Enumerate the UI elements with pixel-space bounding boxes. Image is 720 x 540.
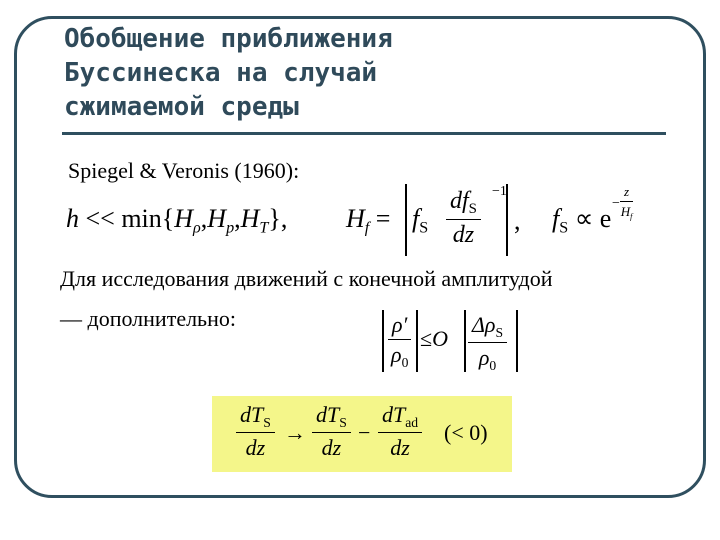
f2-abs-left <box>405 184 407 256</box>
f2-num-sub: S <box>468 201 477 218</box>
f2-h: H <box>346 204 365 233</box>
f2-derivative <box>446 188 481 249</box>
f1-s3: T <box>259 219 269 237</box>
f5-minus: − <box>358 420 371 445</box>
f5-d2: dz <box>321 434 342 460</box>
f1-h: h <box>66 204 79 233</box>
f5-n2 <box>312 402 351 433</box>
slide-title <box>64 22 624 124</box>
f5-d1: dz <box>245 434 266 460</box>
paragraph-line-2: — дополнительно: <box>60 306 236 331</box>
f3-f: f <box>552 204 560 233</box>
formula-scale-condition <box>66 204 287 238</box>
f4-rhs-fraction <box>468 312 507 374</box>
f3-exp-den-sub: f <box>630 211 633 221</box>
f1-s2: p <box>226 219 235 237</box>
f5-frac-3 <box>378 402 422 461</box>
f2-comma: , <box>514 206 521 235</box>
f3-prop: ∝ <box>574 204 594 233</box>
f1-min: min <box>121 204 162 233</box>
f1-op: << <box>85 204 115 233</box>
f5-n3-dT: dT <box>382 402 406 427</box>
f3-e: e <box>599 204 612 233</box>
f5-arrow: → <box>284 420 306 445</box>
f1-close: }, <box>268 204 288 233</box>
f3-exponent <box>620 184 633 221</box>
f1-c1: , <box>200 204 208 233</box>
f4-rden-rho: ρ <box>478 344 490 370</box>
f4-paren-left <box>464 310 466 372</box>
f1-open: { <box>161 204 175 233</box>
f5-condition: (< 0) <box>444 420 488 445</box>
f1-h1: H <box>174 204 194 233</box>
f5-d3: dz <box>390 434 410 460</box>
f3-exp-num: z <box>620 184 633 202</box>
title-line-2: Буссинеска на случай <box>64 58 378 88</box>
f2-fs <box>412 204 428 238</box>
citation: Spiegel & Veronis (1960): <box>68 158 300 183</box>
f4-le: ≤ <box>420 326 433 351</box>
f4-O: O <box>432 326 448 351</box>
f4-den-sub: 0 <box>401 354 409 370</box>
f2-exp: −1 <box>492 184 507 199</box>
f5-n1 <box>236 402 275 433</box>
f5-n1-dT: dT <box>240 402 264 427</box>
f4-num: ρ′ <box>388 312 411 340</box>
f4-rden-sub: 0 <box>489 357 497 373</box>
f5-n2-sub: S <box>339 414 347 430</box>
f1-s1: ρ <box>193 219 201 237</box>
f4-abs-right <box>416 310 418 372</box>
f3-exp-den-h: H <box>620 204 631 219</box>
f3-fsub: S <box>559 219 569 237</box>
f2-eq: = <box>375 204 391 233</box>
f4-rnum <box>468 312 507 343</box>
f1-h3: H <box>240 204 260 233</box>
title-underline <box>62 132 666 135</box>
f4-lhs-fraction <box>388 312 411 371</box>
f2-den: dz <box>452 222 475 249</box>
f4-abs-left <box>382 310 384 372</box>
f2-hsub: f <box>364 219 370 237</box>
formula-hf-definition <box>346 204 390 238</box>
f4-den <box>388 340 411 371</box>
paragraph-line-1: Для исследования движений с конечной амплитудой <box>60 266 553 291</box>
f2-num-d: df <box>450 188 469 214</box>
f5-frac-2 <box>312 402 351 461</box>
f5-n3 <box>378 402 422 433</box>
f1-c2: , <box>234 204 241 233</box>
f3-exp-minus: − <box>612 196 620 211</box>
f4-rden <box>468 343 507 374</box>
f5-n3-sub: ad <box>405 414 419 430</box>
f4-rnum-drho: Δρ <box>472 312 496 337</box>
f2-f: f <box>412 204 420 233</box>
f3-exp-den <box>620 202 633 221</box>
f5-n2-dT: dT <box>316 402 340 427</box>
f1-h2: H <box>207 204 227 233</box>
formula-fs-profile <box>552 204 611 238</box>
f2-fsub: S <box>419 219 429 237</box>
f4-rel <box>420 326 448 352</box>
f4-paren-right <box>516 310 518 372</box>
f4-rnum-sub: S <box>495 324 504 340</box>
f4-den-rho: ρ <box>391 342 402 367</box>
title-line-3: сжимаемой среды <box>64 92 299 122</box>
f5-frac-1 <box>236 402 275 461</box>
f2-num <box>446 188 481 220</box>
title-line-1: Обобщение приближения <box>64 24 393 54</box>
f5-n1-sub: S <box>263 414 271 430</box>
